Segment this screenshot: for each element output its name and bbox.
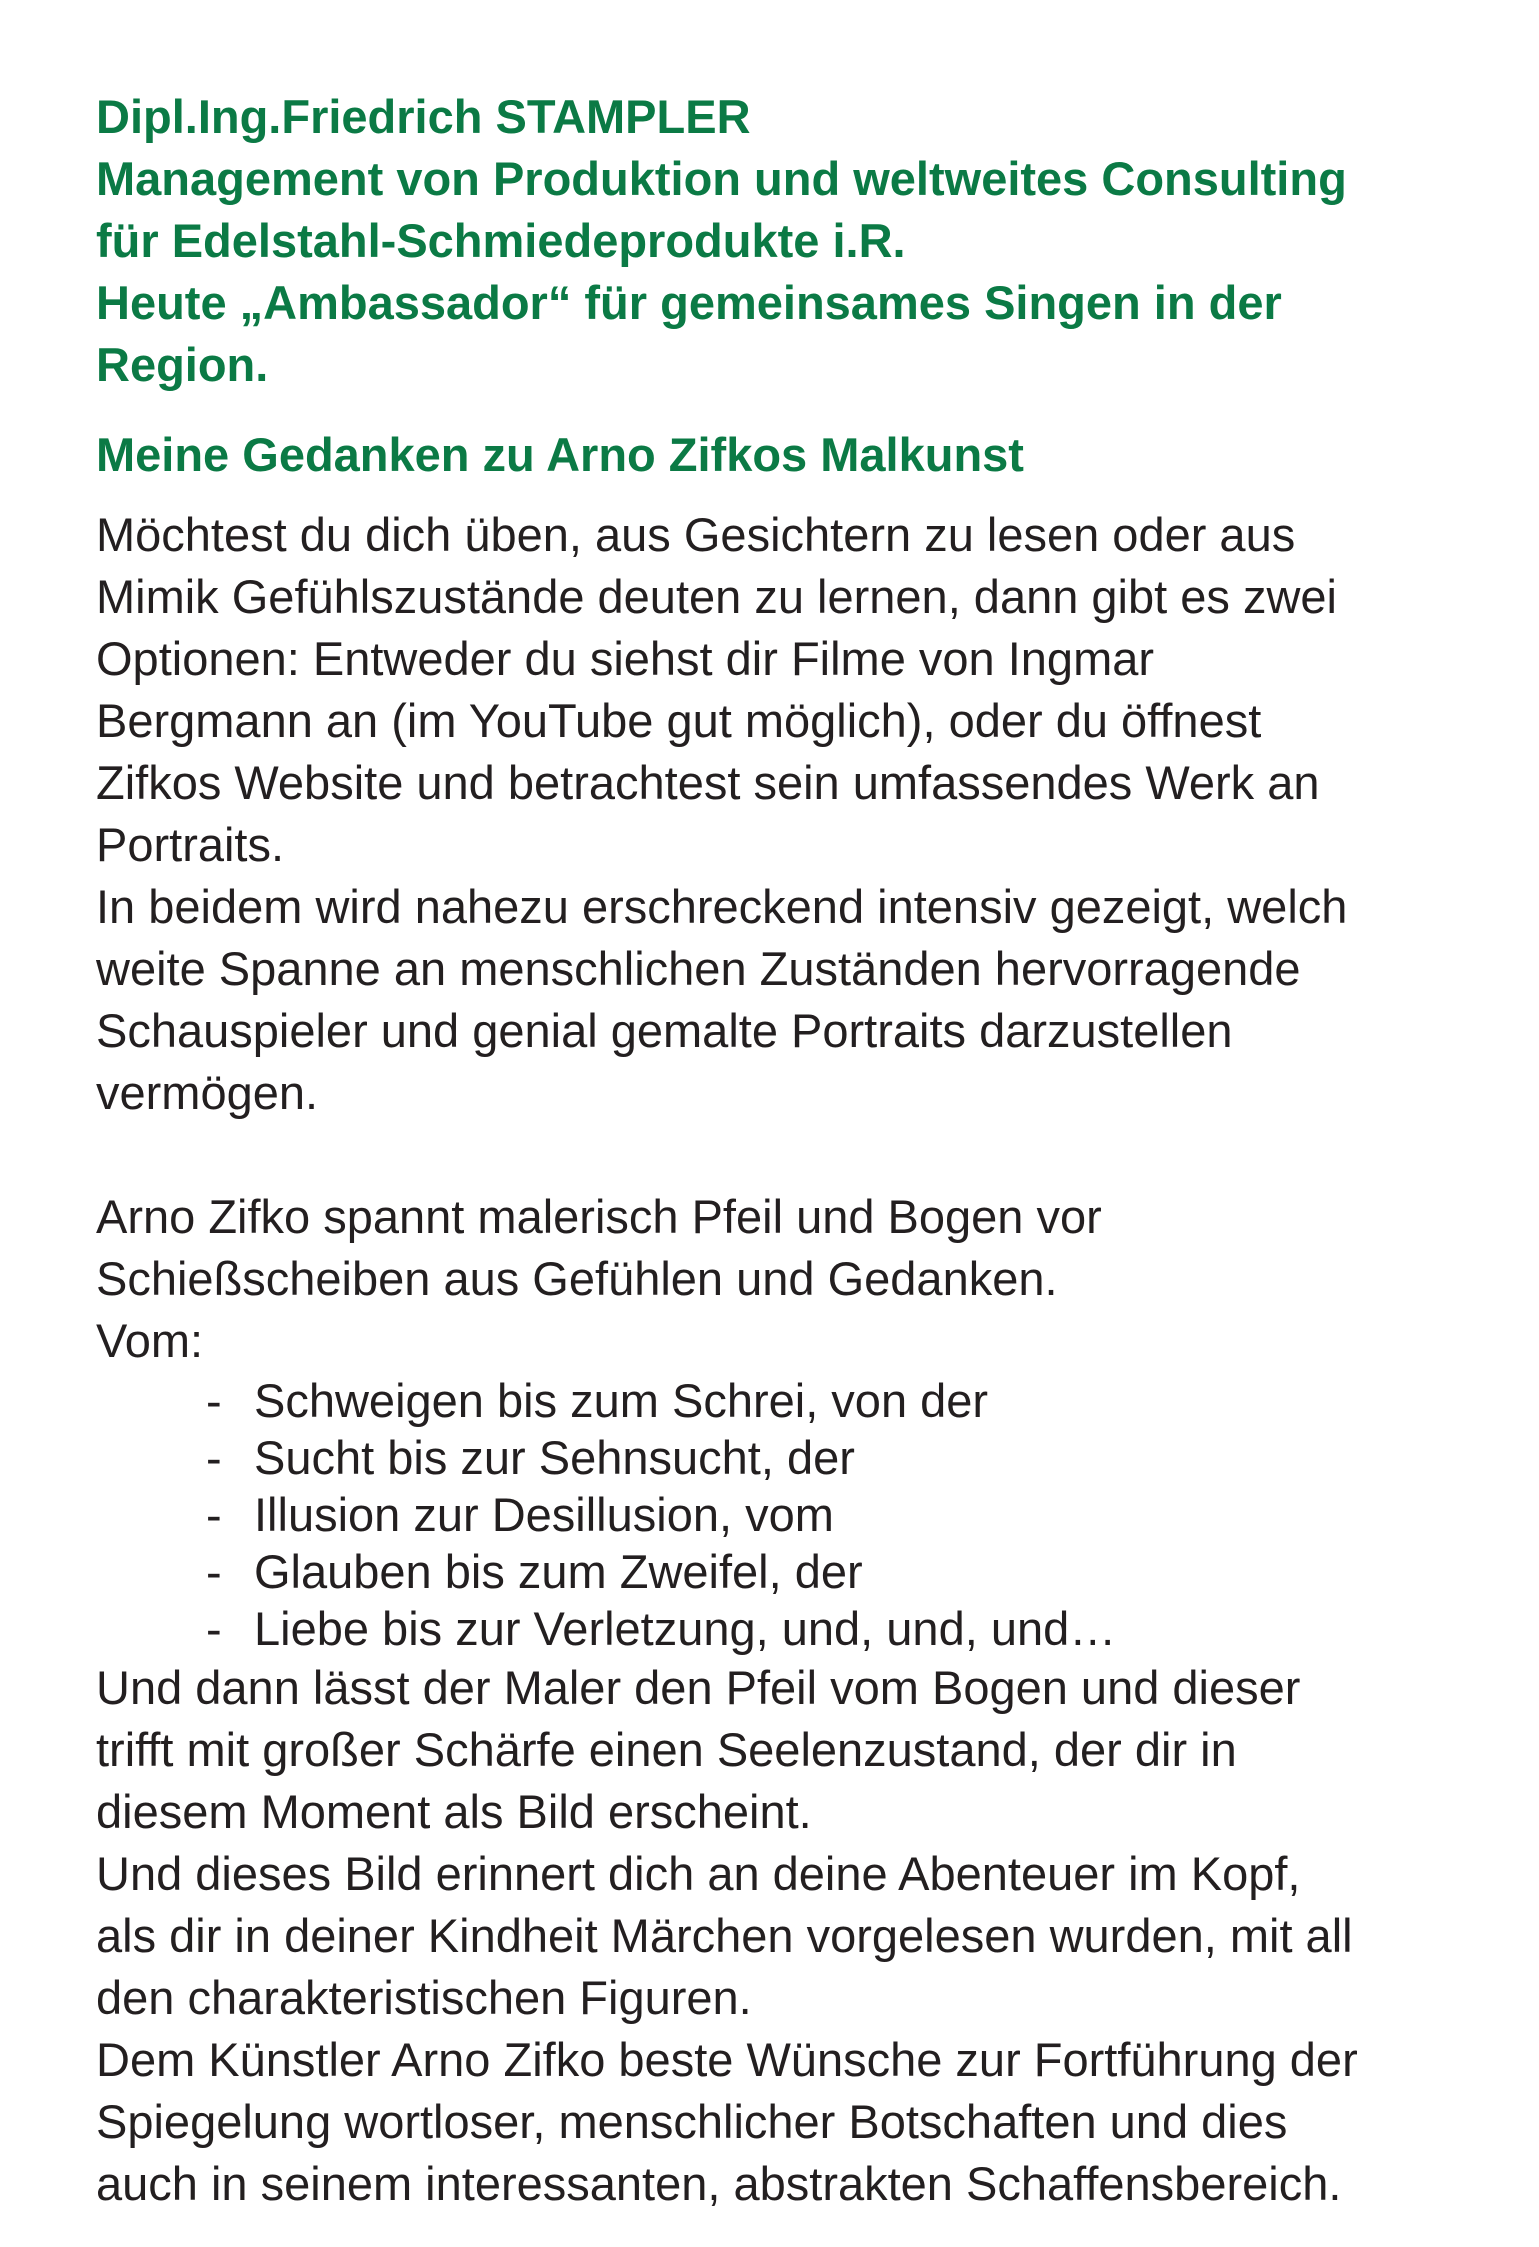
- author-role-line-3: Heute „Ambassador“ für gemeinsames Singen in der: [96, 276, 1282, 329]
- text-line: Spiegelung wortloser, menschlicher Botschaften und dies: [96, 2095, 1288, 2148]
- paragraph-6: [96, 2029, 1476, 2215]
- text-line: Bergmann an (im YouTube gut möglich), oder du öffnest: [96, 694, 1262, 747]
- paragraph-spacer: [96, 1124, 1476, 1186]
- list-item-text: Illusion zur Desillusion, vom: [254, 1488, 834, 1541]
- text-line: trifft mit großer Schärfe einen Seelenzustand, der dir in: [96, 1723, 1237, 1776]
- section-title: Meine Gedanken zu Arno Zifkos Malkunst: [96, 428, 1024, 481]
- list-dash: -: [206, 1374, 222, 1427]
- document-page: [96, 86, 1476, 2215]
- text-line: Mimik Gefühlszustände deuten zu lernen, dann gibt es zwei: [96, 570, 1337, 623]
- text-line: Schauspieler und genial gemalte Portraits darzustellen: [96, 1004, 1233, 1057]
- list-item-text: Glauben bis zum Zweifel, der: [254, 1545, 863, 1598]
- list-dash: -: [206, 1602, 222, 1655]
- list-item-text: Liebe bis zur Verletzung, und, und, und…: [254, 1602, 1117, 1655]
- list-item: [206, 1543, 1476, 1600]
- list-item: [206, 1600, 1476, 1657]
- author-role-line-4: Region.: [96, 338, 269, 391]
- paragraph-1: [96, 504, 1476, 876]
- author-name: Dipl.Ing.Friedrich STAMPLER: [96, 90, 751, 143]
- text-line: den charakteristischen Figuren.: [96, 1971, 752, 2024]
- paragraph-4: [96, 1657, 1476, 1843]
- text-line: Portraits.: [96, 818, 285, 871]
- list-item: [206, 1429, 1476, 1486]
- text-line: weite Spanne an menschlichen Zuständen hervorragende: [96, 942, 1301, 995]
- body-text: [96, 504, 1476, 2215]
- list-item: [206, 1486, 1476, 1543]
- text-line: Optionen: Entweder du siehst dir Filme von Ingmar: [96, 632, 1155, 685]
- text-line: diesem Moment als Bild erscheint.: [96, 1785, 812, 1838]
- list-item: [206, 1372, 1476, 1429]
- list-dash: -: [206, 1431, 222, 1484]
- list-item-text: Schweigen bis zum Schrei, von der: [254, 1374, 989, 1427]
- author-role-line-1: Management von Produktion und weltweites Consulting: [96, 152, 1347, 205]
- emotion-list: [96, 1372, 1476, 1657]
- author-role-line-2: für Edelstahl-Schmiedeprodukte i.R.: [96, 214, 906, 267]
- author-header: [96, 86, 1476, 396]
- text-line: Zifkos Website und betrachtest sein umfassendes Werk an: [96, 756, 1320, 809]
- text-line: Dem Künstler Arno Zifko beste Wünsche zur Fortführung der: [96, 2033, 1358, 2086]
- text-line: Arno Zifko spannt malerisch Pfeil und Bogen vor: [96, 1190, 1102, 1243]
- text-line: Schießscheiben aus Gefühlen und Gedanken.: [96, 1252, 1058, 1305]
- text-line: Und dann lässt der Maler den Pfeil vom Bogen und dieser: [96, 1661, 1301, 1714]
- list-dash: -: [206, 1488, 222, 1541]
- text-line: vermögen.: [96, 1066, 319, 1119]
- paragraph-3: [96, 1186, 1476, 1372]
- text-line: als dir in deiner Kindheit Märchen vorgelesen wurden, mit all: [96, 1909, 1353, 1962]
- text-line: Möchtest du dich üben, aus Gesichtern zu lesen oder aus: [96, 508, 1296, 561]
- paragraph-5: [96, 1843, 1476, 2029]
- list-item-text: Sucht bis zur Sehnsucht, der: [254, 1431, 855, 1484]
- list-dash: -: [206, 1545, 222, 1598]
- paragraph-2: [96, 876, 1476, 1124]
- text-line: auch in seinem interessanten, abstrakten Schaffensbereich.: [96, 2157, 1342, 2210]
- text-line: Und dieses Bild erinnert dich an deine Abenteuer im Kopf,: [96, 1847, 1301, 1900]
- text-line: Vom:: [96, 1314, 204, 1367]
- text-line: In beidem wird nahezu erschreckend intensiv gezeigt, welch: [96, 880, 1348, 933]
